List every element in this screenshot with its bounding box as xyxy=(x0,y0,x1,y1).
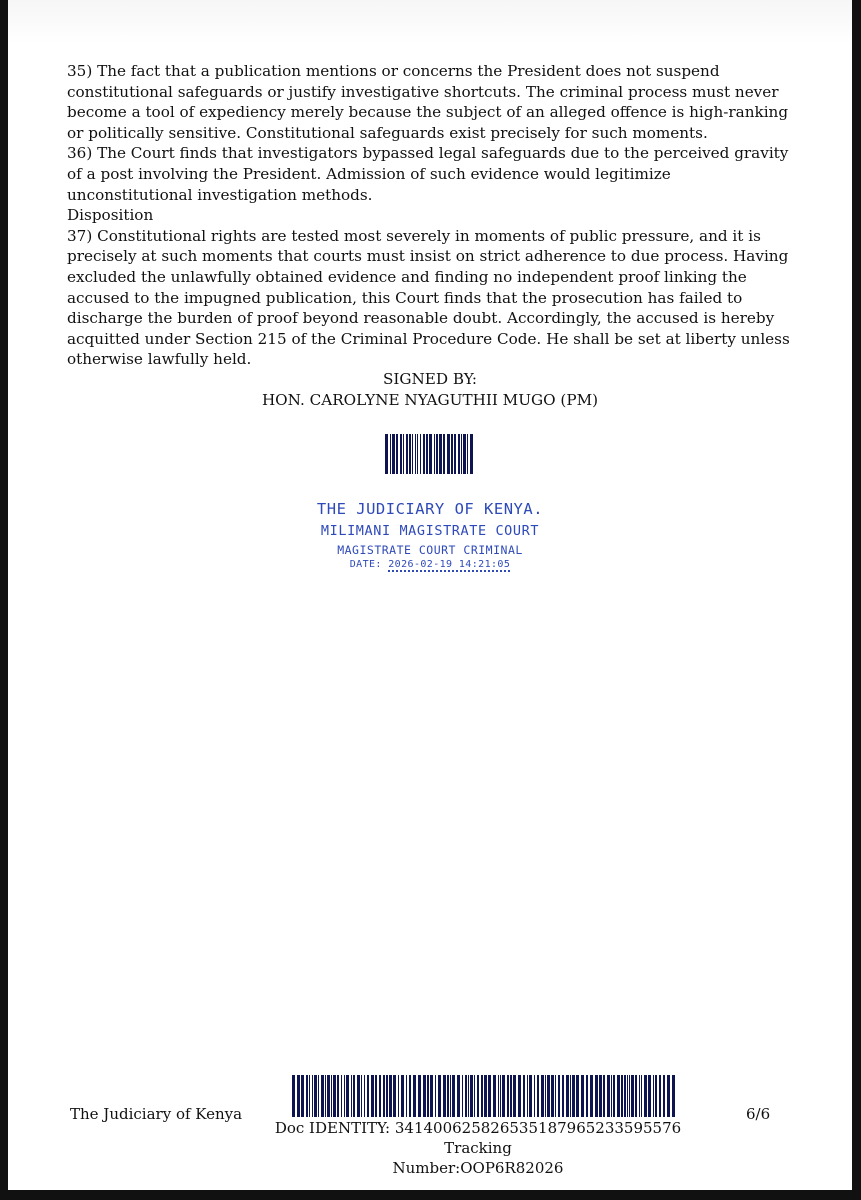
stamp-date-label: DATE: xyxy=(349,559,382,570)
stamp-line-division: MAGISTRATE COURT CRIMINAL xyxy=(337,543,523,557)
stamp-line-court: MILIMANI MAGISTRATE COURT xyxy=(320,523,540,539)
paragraph-37: 37) Constitutional rights are tested most severely in moments of public pressure, and it is precisely at such moments that courts must insist on strict adherence to due process. Having excluded the unlawfully obtained evidence and finding no independent proof linking the accused to the impugned publication, this Court finds that the prosecution has failed to discharge the burden of proof beyond reasonable doubt. Accordingly, the accused is hereby acquitted under Section 215 of the Criminal Procedure Code. He shall be set at liberty unless otherwise lawfully held. xyxy=(67,226,790,369)
document-page xyxy=(8,0,852,1190)
signatory-name: HON. CAROLYNE NYAGUTHII MUGO (PM) xyxy=(261,391,599,409)
document-barcode xyxy=(292,1075,676,1117)
signature-barcode xyxy=(385,434,473,474)
judgment-body xyxy=(67,61,797,370)
page-top-shadow xyxy=(8,0,852,44)
signed-by-label: SIGNED BY: xyxy=(382,370,478,388)
footer-issuer: The Judiciary of Kenya xyxy=(70,1105,243,1123)
stamp-line-judiciary: THE JUDICIARY OF KENYA. xyxy=(316,500,544,518)
doc-identity-line: Doc IDENTITY: 341400625826535187965233595576 Tracking xyxy=(274,1119,682,1157)
barcode-bar xyxy=(470,434,473,474)
barcode-gap xyxy=(675,1075,676,1117)
disposition-heading: Disposition xyxy=(67,206,154,225)
paragraph-36: 36) The Court finds that investigators bypassed legal safeguards due to the perceived gravity of a post involving the President. Admission of such evidence would legitimize unconstitutional investigation methods. xyxy=(67,144,789,204)
stamp-date xyxy=(8,559,852,570)
footer-doc-identity xyxy=(248,1118,708,1178)
stamp-date-value: 2026-02-19 14:21:05 xyxy=(388,559,511,570)
page-number: 6/6 xyxy=(746,1105,771,1123)
paragraph-35: 35) The fact that a publication mentions or concerns the President does not suspend constitutional safeguards or justify investigative shortcuts. The criminal process must never become a tool of expediency merely because the subject of an alleged offence is high-ranking or politically sensitive. Constitutional safeguards exist precisely for such moments. xyxy=(67,62,789,142)
tracking-number-line: Number:OOP6R82026 xyxy=(392,1159,564,1177)
